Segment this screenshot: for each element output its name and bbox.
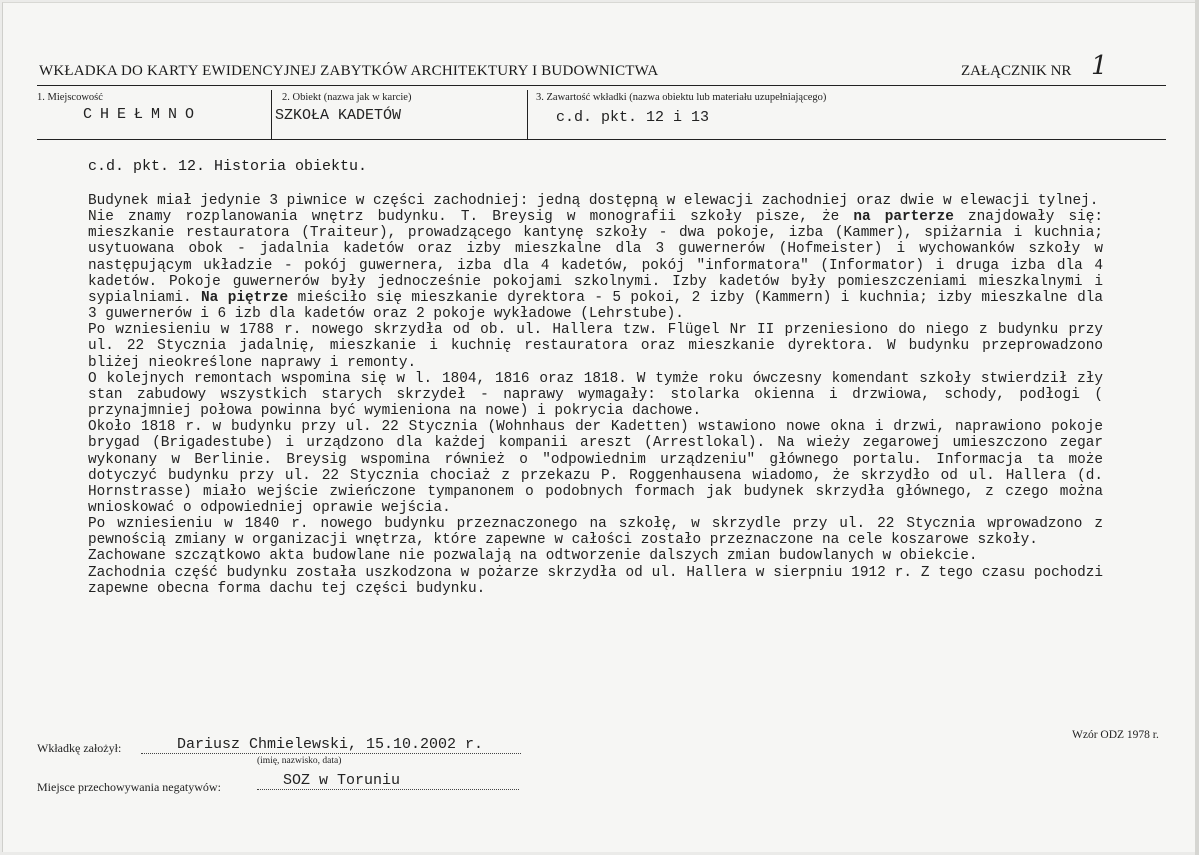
scan-edge	[1195, 0, 1199, 855]
field-divider-2	[527, 90, 528, 139]
paragraph: Budynek miał jedynie 3 piwnice w części zachodniej: jedną dostępną w elewacji zachodniej oraz dwie w elewacji tylnej.	[88, 193, 1099, 209]
paragraph: Zachodnia część budynku została uszkodzona w pożarze skrzydła od ul. Hallera w sierpniu 1912 r. Z tego czasu pochodzi zapewne obecna forma dachu tej części budynku.	[88, 564, 1103, 597]
paragraph-text: znajdowały się: mieszkanie restauratora (Traiteur), prowadzącego kantynę szkoły - dwa pokoje, izba (Kammer), spiżarnia i kuchnia; usytuowana obok - jadalnia kadetów oraz izby mieszkalne dla 3 guwernerów (Hofmeister) i wychowanków szkoły w następującym układzie - pokój guwernera, izba dla 4 kadetów, pokój "informatora" (Informator) i druga izba dla 4 kadetów. Pokoje guwernerów były jednocześnie pokojami szkolnymi. Izby kadetów były pomieszczeniami mieszkalnymi i sypialniami.	[88, 209, 1103, 306]
created-by-label: Wkładkę założył:	[37, 741, 122, 755]
section-heading: c.d. pkt. 12. Historia obiektu.	[88, 158, 368, 175]
header-rule-bottom	[37, 139, 1166, 140]
place-label: 1. Miejscowość	[37, 92, 103, 103]
paragraph	[88, 209, 1103, 322]
paragraph: Zachowane szczątkowo akta budowlane nie pozwalają na odtworzenie dalszych zmian budowlanych w obiekcie.	[88, 548, 978, 565]
annex-label: ZAŁĄCZNIK NR	[961, 63, 1072, 79]
negatives-storage-label: Miejsce przechowywania negatywów:	[37, 780, 221, 794]
place-value: CHEŁMNO	[83, 106, 203, 123]
content-label: 3. Zawartość wkładki (nazwa obiektu lub materiału uzupełniającego)	[536, 92, 827, 103]
header-rule-top	[37, 85, 1166, 86]
created-by-caption: (imię, nazwisko, data)	[257, 756, 342, 766]
object-value: SZKOŁA KADETÓW	[275, 107, 402, 124]
content-value: c.d. pkt. 12 i 13	[556, 109, 710, 126]
paragraph-text: Nie znamy rozplanowania wnętrz budynku. T. Breysig w monografii szkoły pisze, że	[88, 209, 854, 226]
history-text	[88, 193, 1103, 597]
form-model-note: Wzór ODZ 1978 r.	[1072, 729, 1159, 741]
object-label: 2. Obiekt (nazwa jak w karcie)	[282, 92, 412, 103]
created-by-value: Dariusz Chmielewski, 15.10.2002 r.	[141, 736, 521, 754]
paragraph: Po wzniesieniu w 1788 r. nowego skrzydła od ob. ul. Hallera tzw. Flügel Nr II przeniesiono do niego z budynku przy ul. 22 Stycznia jadalnię, mieszkanie i kuchnię restauratora oraz mieszkanie dyrektora. W budynku przeprowadzono bliżej nieokreślone naprawy i remonty.	[88, 322, 1103, 371]
bold-phrase: na parterze	[853, 209, 954, 226]
annex-number: 1	[1091, 51, 1108, 81]
negatives-storage-value: SOZ w Toruniu	[257, 772, 519, 790]
paragraph: Po wzniesieniu w 1840 r. nowego budynku przeznaczonego na szkołę, w skrzydle przy ul. 22 Stycznia wprowadzono z pewnością zmiany w organizacji wnętrza, które zapewne w całości zostało przeznaczone na cele koszarowe szkoły.	[88, 516, 1103, 549]
bold-phrase: Na piętrze	[201, 289, 289, 306]
paragraph-text: mieściło się mieszkanie dyrektora - 5 pokoi, 2 izby (Kammern) i kuchnia; izby mieszkalne dla 3 guwernerów i 6 izb dla kadetów oraz 2 pokoje wykładowe (Lehrstube).	[88, 289, 1103, 323]
field-divider-1	[271, 90, 272, 139]
form-title: WKŁADKA DO KARTY EWIDENCYJNEJ ZABYTKÓW ARCHITEKTURY I BUDOWNICTWA	[39, 63, 659, 79]
form-sheet	[2, 2, 1196, 852]
paragraph: O kolejnych remontach wspomina się w l. 1804, 1816 oraz 1818. W tymże roku ówczesny komendant szkoły stwierdził zły stan zabudowy wszystkich starych skrzydeł - naprawy wymagały: stolarka okienna i drzwiowa, schody, podłogi ( przynajmniej połowa powinna być wymieniona na nowe) i pokrycia dachowe.	[88, 370, 1103, 420]
paragraph: Około 1818 r. w budynku przy ul. 22 Stycznia (Wohnhaus der Kadetten) wstawiono nowe okna i drzwi, naprawiono pokoje brygad (Brigadestube) i urządzono dla każdej kompanii areszt (Arrestlokal). Na wieży zegarowej umieszczono zegar wykonany w Berlinie. Breysig wspomina również o "odpowiednim urządzeniu" głównego portalu. Informacja ta może dotyczyć budynku przy ul. 22 Stycznia chociaż z przekazu P. Roggenhausena wiadomo, że skrzydło od ul. Hallera (d. Hornstrasse) miało wejście zwieńczone tympanonem o podobnych formach jak budynek skrzydła głównego, z czego można wnioskować o odpowiedniej oprawie wejścia.	[88, 419, 1103, 516]
